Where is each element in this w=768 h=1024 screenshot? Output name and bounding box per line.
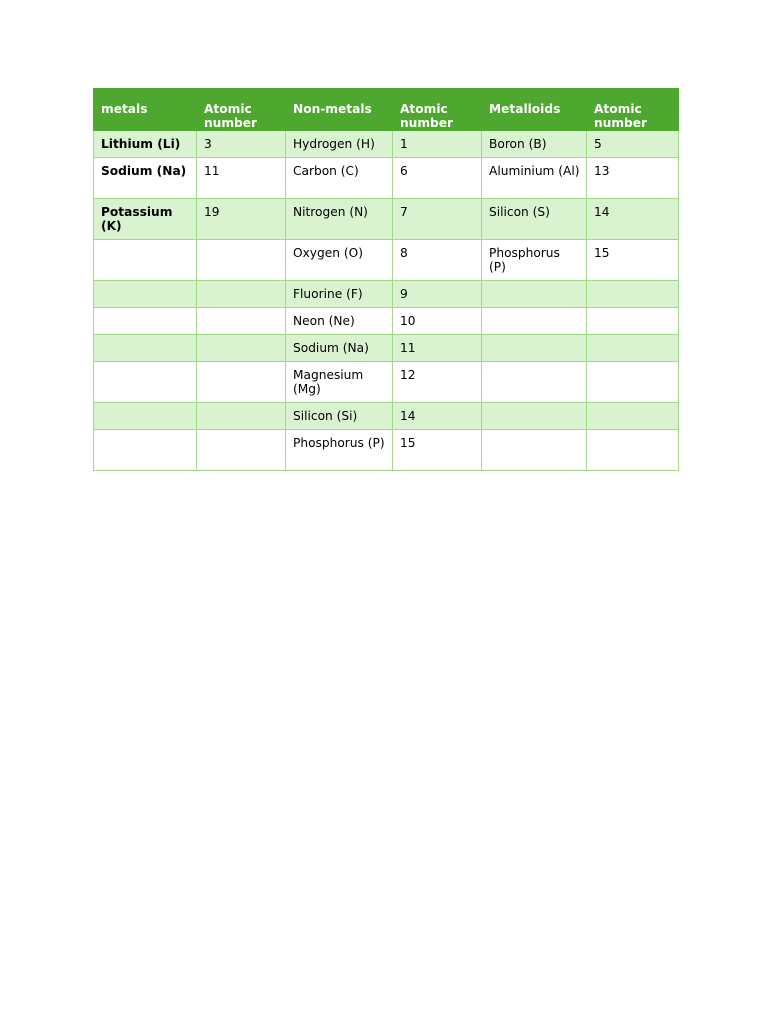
non-metal-cell: Fluorine (F)	[286, 281, 393, 308]
metal-atomic-number-cell	[197, 308, 286, 335]
metalloid-cell	[482, 430, 587, 471]
metalloid-cell: Silicon (S)	[482, 199, 587, 240]
metalloid-atomic-number-cell	[587, 362, 679, 403]
metal-cell: Potassium (K)	[94, 199, 197, 240]
metal-cell: Sodium (Na)	[94, 158, 197, 199]
table-row	[94, 362, 679, 403]
non-metal-cell: Nitrogen (N)	[286, 199, 393, 240]
header-metalloids: Metalloids	[482, 89, 587, 131]
metal-atomic-number-cell	[197, 403, 286, 430]
table-row	[94, 199, 679, 240]
header-metals-atomic-number: Atomic number	[197, 89, 286, 131]
metal-cell	[94, 281, 197, 308]
non-metal-cell: Carbon (C)	[286, 158, 393, 199]
metal-atomic-number-cell	[197, 240, 286, 281]
non-metal-atomic-number-cell: 15	[393, 430, 482, 471]
metal-atomic-number-cell	[197, 335, 286, 362]
metalloid-atomic-number-cell	[587, 281, 679, 308]
metalloid-cell	[482, 362, 587, 403]
metal-atomic-number-cell: 11	[197, 158, 286, 199]
metalloid-cell	[482, 335, 587, 362]
table-row	[94, 131, 679, 158]
non-metal-atomic-number-cell: 9	[393, 281, 482, 308]
table-row	[94, 281, 679, 308]
non-metal-atomic-number-cell: 14	[393, 403, 482, 430]
metalloid-atomic-number-cell	[587, 308, 679, 335]
metal-cell	[94, 430, 197, 471]
metalloid-atomic-number-cell	[587, 403, 679, 430]
non-metal-cell: Silicon (Si)	[286, 403, 393, 430]
non-metal-atomic-number-cell: 12	[393, 362, 482, 403]
non-metal-atomic-number-cell: 11	[393, 335, 482, 362]
table-row	[94, 158, 679, 199]
metal-cell	[94, 403, 197, 430]
non-metal-cell: Hydrogen (H)	[286, 131, 393, 158]
non-metal-atomic-number-cell: 8	[393, 240, 482, 281]
table-header-row	[94, 89, 679, 131]
metalloid-atomic-number-cell	[587, 430, 679, 471]
non-metal-cell: Neon (Ne)	[286, 308, 393, 335]
header-non-metals-atomic-number: Atomic number	[393, 89, 482, 131]
table-row	[94, 308, 679, 335]
non-metal-atomic-number-cell: 10	[393, 308, 482, 335]
non-metal-atomic-number-cell: 1	[393, 131, 482, 158]
metalloid-cell	[482, 403, 587, 430]
metal-atomic-number-cell: 3	[197, 131, 286, 158]
elements-table	[93, 88, 679, 471]
non-metal-cell: Magnesium (Mg)	[286, 362, 393, 403]
metal-cell	[94, 335, 197, 362]
metalloid-cell: Aluminium (Al)	[482, 158, 587, 199]
metal-cell	[94, 362, 197, 403]
header-non-metals: Non-metals	[286, 89, 393, 131]
metal-cell	[94, 308, 197, 335]
non-metal-atomic-number-cell: 7	[393, 199, 482, 240]
metal-atomic-number-cell	[197, 281, 286, 308]
metal-atomic-number-cell: 19	[197, 199, 286, 240]
table-row	[94, 430, 679, 471]
metal-atomic-number-cell	[197, 362, 286, 403]
metalloid-atomic-number-cell: 5	[587, 131, 679, 158]
table-row	[94, 240, 679, 281]
non-metal-atomic-number-cell: 6	[393, 158, 482, 199]
metalloid-cell: Phosphorus (P)	[482, 240, 587, 281]
table-row	[94, 335, 679, 362]
metalloid-atomic-number-cell: 15	[587, 240, 679, 281]
metal-atomic-number-cell	[197, 430, 286, 471]
metalloid-cell: Boron (B)	[482, 131, 587, 158]
metalloid-cell	[482, 281, 587, 308]
metalloid-atomic-number-cell	[587, 335, 679, 362]
non-metal-cell: Oxygen (O)	[286, 240, 393, 281]
header-metalloids-atomic-number: Atomic number	[587, 89, 679, 131]
metal-cell: Lithium (Li)	[94, 131, 197, 158]
table-row	[94, 403, 679, 430]
non-metal-cell: Sodium (Na)	[286, 335, 393, 362]
metal-cell	[94, 240, 197, 281]
metalloid-cell	[482, 308, 587, 335]
non-metal-cell: Phosphorus (P)	[286, 430, 393, 471]
metalloid-atomic-number-cell: 14	[587, 199, 679, 240]
header-metals: metals	[94, 89, 197, 131]
metalloid-atomic-number-cell: 13	[587, 158, 679, 199]
